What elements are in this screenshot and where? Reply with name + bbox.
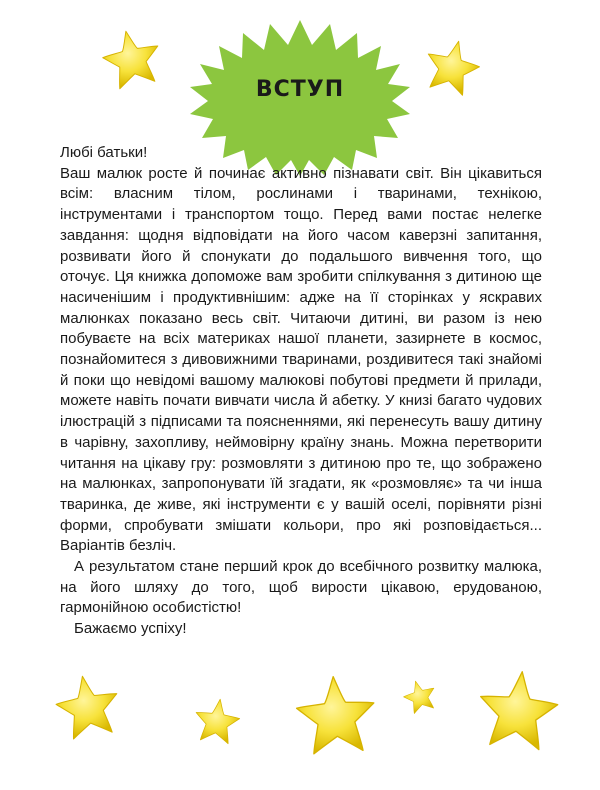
closing-wish: Бажаємо успіху! (74, 620, 187, 638)
intro-text (60, 143, 542, 640)
paragraph-result: А результатом стане перший крок до всебічного розвитку малюка, на його шляху до того, щоб вирости цікавою, ерудованою, гармонійною особистістю! (60, 558, 542, 617)
star-icon (52, 671, 123, 741)
star-icon (192, 696, 242, 745)
page-title: ВСТУП (255, 77, 345, 102)
star-icon (476, 668, 561, 751)
paragraph-main: Ваш малюк росте й починає активно пізнавати світ. Він цікавиться всім: власним тілом, рослинами і тваринами, технікою, інструментами і транспортом тощо. Перед вами постає нелегке завдання: щодня відповідати на його часом каверзні запитання, розвивати його й спонукати до подальшого вивчення того, що оточує. Ця книжка допоможе вам зробити спілкування з дитиною ще насиченішим і продуктивнішим: адже на її сторінках у яскравих малюнках показано весь світ. Читаючи дитині, ви разом із нею побуваєте на всіх материках нашої планети, зазирнете в космос, познайомитеся з дивовижними тваринами, роздивитеся такі знайомі й поки що невідомі вашому малюкові побутові предмети й прилади, можете навіть почати вивчати числа й абетку. У книзі багато чудових ілюстрацій з підписами та поясненнями, які перенесуть вашу дитину в чарівну, захопливу, неймовірну країну знань. Можна перетворити читання на цікаву гру: розмовляти з дитиною про те, що зображено на малюнках, запропонувати їй згадати, як «розмовляє» та чи інша тваринка, де живе, які інструменти є у вашій оселі, порівняти різні форми, спробувати змішати кольори, про які розповідається... Варіантів безліч. (60, 164, 542, 555)
greeting: Любі батьки! (60, 144, 148, 161)
star-icon (400, 677, 439, 715)
star-icon (295, 674, 378, 755)
